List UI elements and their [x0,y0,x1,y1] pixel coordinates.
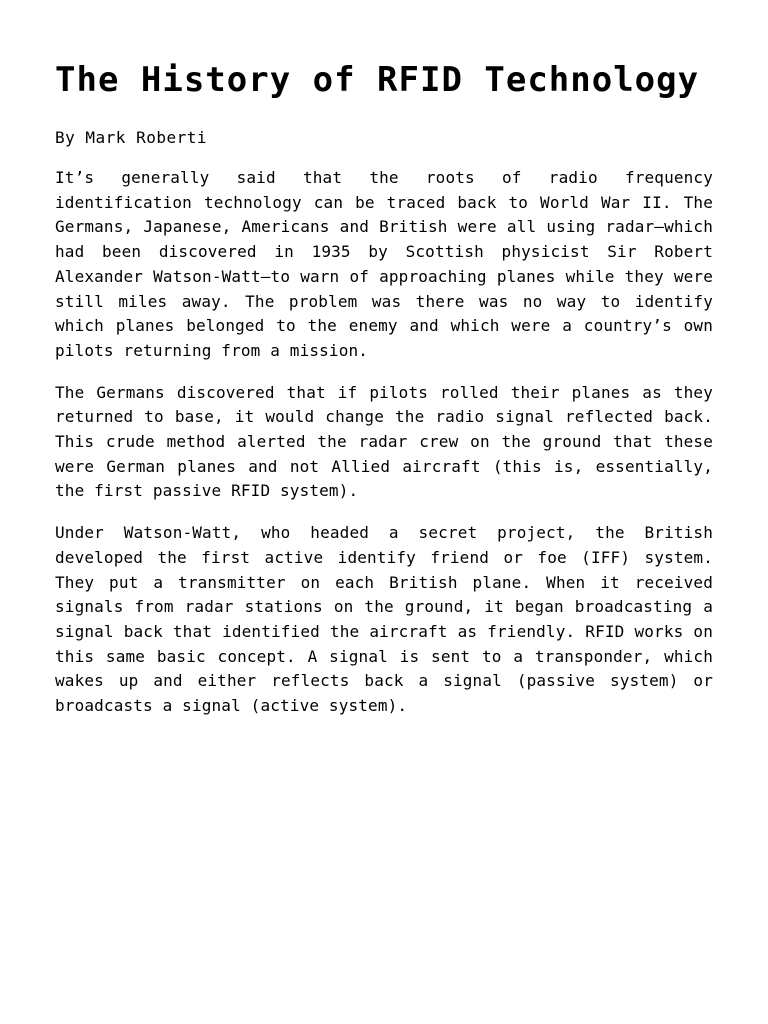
article-paragraph-1: It’s generally said that the roots of radio frequency identification technology can be traced back to World War II. The Germans, Japanese, Americans and British were all using radar—which had been discovered in 1935 by Scottish physicist Sir Robert Alexander Watson-Watt—to warn of approaching planes while they were still miles away. The problem was there was no way to identify which planes belonged to the enemy and which were a country’s own pilots returning from a mission. [55,168,713,360]
article-title: The History of RFID Technology [55,60,700,100]
article-paragraph-2: The Germans discovered that if pilots rolled their planes as they returned to base, it would change the radio signal reflected back. This crude method alerted the radar crew on the ground that these were German planes and not Allied aircraft (this is, essentially, the first passive RFID system). [55,382,713,501]
article-paragraph-3: Under Watson-Watt, who headed a secret project, the British developed the first active identify friend or foe (IFF) system. They put a transmitter on each British plane. When it received signals from radar stations on the ground, it began broadcasting a signal back that identified the aircraft as friendly. RFID works on this same basic concept. A signal is sent to a transponder, which wakes up and either reflects back a signal (passive system) or broadcasts a signal (active system). [55,523,713,716]
article-byline: By Mark Roberti [55,128,207,147]
article [55,56,713,736]
